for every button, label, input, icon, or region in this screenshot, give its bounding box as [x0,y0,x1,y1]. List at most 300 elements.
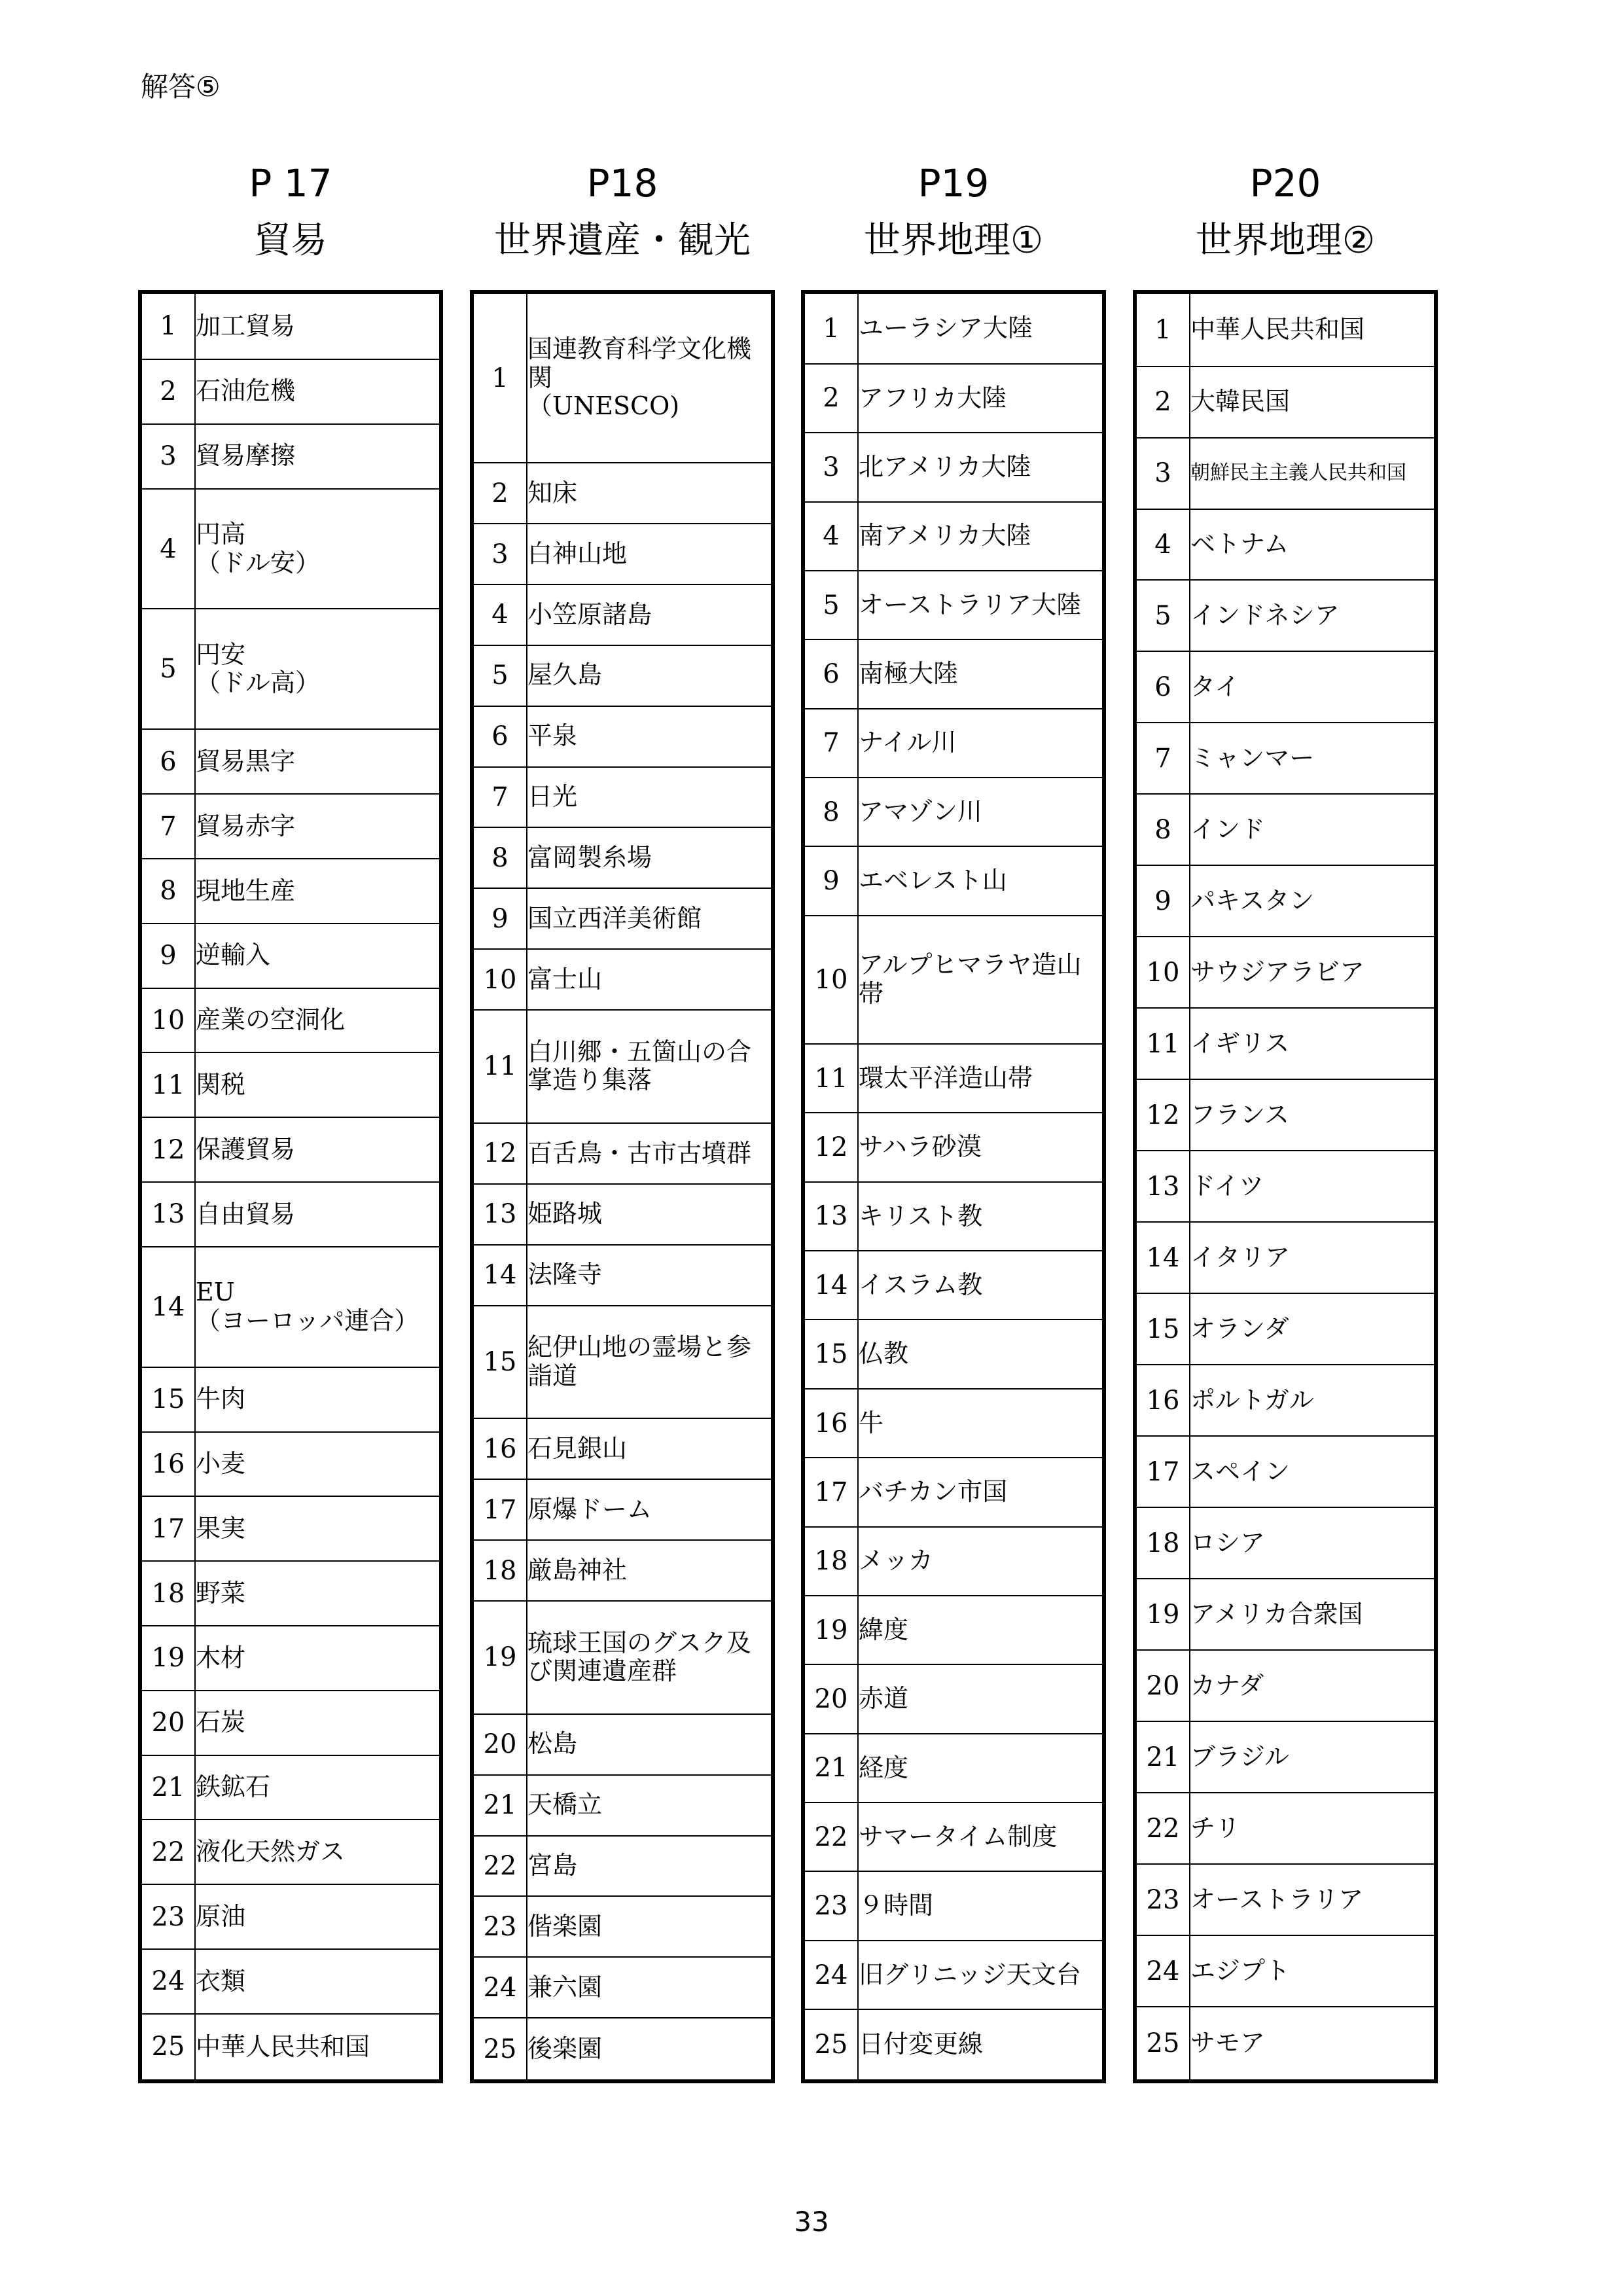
answer-number: 2 [140,359,195,424]
answer-number: 10 [140,988,195,1053]
table-row [1135,2007,1436,2081]
answer-number: 21 [803,1734,858,1803]
table-row [472,524,773,584]
section-page: P20 [1249,161,1321,206]
answer-text: イギリス [1190,1008,1436,1079]
table-row [803,1251,1104,1319]
answer-text: パキスタン [1190,865,1436,937]
answer-text: 法隆寺 [527,1245,773,1306]
answer-number: 18 [472,1540,527,1601]
table-row [803,1941,1104,2009]
answer-text: エジプト [1190,1935,1436,2007]
table-row [1135,794,1436,865]
table-row [472,1836,773,1897]
table-row [1135,1365,1436,1436]
table-row [1135,367,1436,438]
answer-text: 原爆ドーム [527,1479,773,1540]
table-row [140,609,441,729]
table-row [1135,1436,1436,1507]
table-row [140,1247,441,1367]
answer-text: スペイン [1190,1436,1436,1507]
table-row [472,292,773,463]
table-row [1135,1793,1436,1864]
answer-text: ミャンマー [1190,723,1436,794]
section-page: P19 [918,161,990,206]
answer-number: 18 [803,1527,858,1596]
answer-number: 22 [140,1820,195,1884]
answer-text: 国連教育科学文化機関 （UNESCO) [527,292,773,463]
table-row [803,1044,1104,1113]
section-p20 [1133,157,1438,2059]
answer-text: 貿易摩擦 [195,424,441,489]
table-row [1135,1079,1436,1151]
answer-number: 19 [140,1626,195,1691]
answer-text: 天橋立 [527,1775,773,1836]
answer-number: 23 [1135,1864,1190,1935]
table-row [1135,1721,1436,1793]
answer-number: 24 [1135,1935,1190,2007]
table-row [472,1418,773,1479]
section-title: 世界遺産・観光 [494,219,751,262]
answer-number: 12 [803,1113,858,1181]
table-row [472,827,773,888]
answer-text: サウジアラビア [1190,937,1436,1008]
table-row [140,2014,441,2081]
answer-text: 平泉 [527,706,773,767]
answer-number: 14 [472,1245,527,1306]
answer-number: 12 [472,1123,527,1184]
answer-text: 知床 [527,463,773,524]
table-row [803,1734,1104,1803]
table-row [472,463,773,524]
section-title: 世界地理② [1195,219,1376,262]
answer-number: 3 [472,524,527,584]
answer-text: アフリカ大陸 [858,364,1104,433]
answer-text: 加工貿易 [195,292,441,359]
answer-text: EU （ヨーロッパ連合） [195,1247,441,1367]
answer-text: 現地生産 [195,859,441,924]
answer-text: カナダ [1190,1650,1436,1721]
answer-text: 南アメリカ大陸 [858,502,1104,571]
table-row [1135,438,1436,509]
table-row [472,2018,773,2081]
answer-text: 緯度 [858,1596,1104,1664]
table-row [472,706,773,767]
answer-number: 1 [803,292,858,364]
answer-text: 姫路城 [527,1184,773,1245]
table-row [472,1540,773,1601]
answer-number: 11 [140,1052,195,1117]
answer-text: 中華人民共和国 [1190,292,1436,367]
table-row [140,1820,441,1884]
table-row [472,1479,773,1540]
answer-number: 25 [1135,2007,1190,2081]
answer-text: 琉球王国のグスク及 び関連遺産群 [527,1601,773,1714]
answer-number: 10 [1135,937,1190,1008]
answer-number: 9 [1135,865,1190,937]
table-row [803,2009,1104,2081]
answer-text: 仏教 [858,1319,1104,1388]
answer-text: バチカン市国 [858,1458,1104,1526]
table-row [803,846,1104,915]
answer-text: 木材 [195,1626,441,1691]
answer-number: 1 [1135,292,1190,367]
answer-text: アメリカ合衆国 [1190,1579,1436,1650]
answer-text: ナイル川 [858,709,1104,778]
table-row [803,571,1104,639]
table-row [1135,651,1436,723]
answer-number: 17 [803,1458,858,1526]
answer-number: 20 [803,1664,858,1733]
answer-text: ブラジル [1190,1721,1436,1793]
answer-table [470,290,775,2083]
answer-text: サハラ砂漠 [858,1113,1104,1181]
table-row [1135,1864,1436,1935]
answer-text: 富岡製糸場 [527,827,773,888]
table-row [1135,865,1436,937]
answer-number: 4 [472,584,527,645]
answer-number: 23 [140,1884,195,1949]
answer-text: 牛 [858,1389,1104,1458]
answer-number: 20 [140,1691,195,1755]
answer-number: 7 [803,709,858,778]
answer-number: 3 [140,424,195,489]
answer-text: 果実 [195,1496,441,1561]
answer-text: チリ [1190,1793,1436,1864]
table-row [1135,1935,1436,2007]
answer-text: 白神山地 [527,524,773,584]
answer-text: 小笠原諸島 [527,584,773,645]
table-row [140,1884,441,1949]
answer-text: 関税 [195,1052,441,1117]
table-row [803,1182,1104,1251]
answer-text: 自由貿易 [195,1182,441,1247]
answer-number: 21 [140,1755,195,1820]
answer-number: 20 [1135,1650,1190,1721]
answer-text: オーストラリア大陸 [858,571,1104,639]
table-row [1135,1008,1436,1079]
table-row [1135,1507,1436,1579]
answer-text: 原油 [195,1884,441,1949]
answer-text: ポルトガル [1190,1365,1436,1436]
table-row [1135,1579,1436,1650]
table-row [803,292,1104,364]
answer-text: オランダ [1190,1293,1436,1365]
answer-number: 13 [472,1184,527,1245]
table-row [803,502,1104,571]
answer-number: 21 [472,1775,527,1836]
answer-number: 7 [1135,723,1190,794]
section-title: 世界地理① [863,219,1044,262]
answer-text: アマゾン川 [858,778,1104,846]
section-p19 [801,157,1106,2060]
table-row [140,1117,441,1182]
table-row [472,1775,773,1836]
section-page: P 17 [249,161,332,206]
answer-number: 15 [140,1367,195,1432]
table-row [472,1245,773,1306]
answer-number: 22 [1135,1793,1190,1864]
answer-number: 15 [1135,1293,1190,1365]
answer-number: 16 [140,1432,195,1497]
answer-text: 貿易黒字 [195,729,441,794]
table-row [803,1527,1104,1596]
answer-text: 日付変更線 [858,2009,1104,2081]
answer-number: 2 [1135,367,1190,438]
table-row [1135,1151,1436,1222]
answer-text: 野菜 [195,1561,441,1626]
answer-text: 後楽園 [527,2018,773,2081]
table-row [472,584,773,645]
answer-text: 厳島神社 [527,1540,773,1601]
answer-text: ９時間 [858,1871,1104,1940]
table-row [140,489,441,609]
answer-text: イタリア [1190,1222,1436,1293]
table-row [140,292,441,359]
answer-text: 液化天然ガス [195,1820,441,1884]
answer-number: 8 [472,827,527,888]
answer-text: オーストラリア [1190,1864,1436,1935]
answer-number: 7 [472,767,527,828]
answer-text: 衣類 [195,1949,441,2014]
table-row [472,1714,773,1775]
answer-text: イスラム教 [858,1251,1104,1319]
section-p17 [138,157,443,2062]
answer-number: 16 [803,1389,858,1458]
table-row [140,1691,441,1755]
table-row [1135,580,1436,651]
answer-table [1133,290,1438,2083]
table-row [140,1949,441,2014]
answer-text: 保護貿易 [195,1117,441,1182]
answer-number: 4 [1135,509,1190,581]
answer-number: 24 [472,1957,527,2018]
answer-text: ユーラシア大陸 [858,292,1104,364]
answer-text: 偕楽園 [527,1896,773,1957]
answer-text: 逆輸入 [195,924,441,988]
table-row [1135,1293,1436,1365]
answer-number: 19 [472,1601,527,1714]
answer-number: 8 [140,859,195,924]
answer-number: 3 [803,433,858,501]
answer-number: 16 [472,1418,527,1479]
table-row [803,1113,1104,1181]
answer-number: 13 [1135,1151,1190,1222]
table-row [140,1367,441,1432]
answer-text: 環太平洋造山帯 [858,1044,1104,1113]
table-row [472,1957,773,2018]
table-row [803,709,1104,778]
answer-number: 1 [140,292,195,359]
answer-number: 13 [803,1182,858,1251]
answer-text: ロシア [1190,1507,1436,1579]
answer-text: 国立西洋美術館 [527,888,773,949]
table-row [472,1601,773,1714]
answer-text: フランス [1190,1079,1436,1151]
answer-text: 兼六園 [527,1957,773,2018]
answer-text: 百舌鳥・古市古墳群 [527,1123,773,1184]
table-row [803,1596,1104,1664]
answer-text: 北アメリカ大陸 [858,433,1104,501]
answer-text: 円安 （ドル高） [195,609,441,729]
answer-text: 円高 （ドル安） [195,489,441,609]
answer-number: 4 [803,502,858,571]
table-row [140,1561,441,1626]
answer-text: 鉄鉱石 [195,1755,441,1820]
answer-number: 5 [1135,580,1190,651]
table-row [1135,937,1436,1008]
answer-text: 石見銀山 [527,1418,773,1479]
answer-number: 10 [803,916,858,1044]
answer-text: エベレスト山 [858,846,1104,915]
table-row [1135,292,1436,367]
answer-number: 24 [140,1949,195,2014]
table-row [140,859,441,924]
answer-number: 1 [472,292,527,463]
table-row [140,1626,441,1691]
answer-number: 16 [1135,1365,1190,1436]
page-label: 解答⑤ [141,71,221,103]
answer-text: 牛肉 [195,1367,441,1432]
answer-number: 15 [472,1306,527,1419]
table-row [803,1389,1104,1458]
answer-number: 19 [1135,1579,1190,1650]
answer-number: 24 [803,1941,858,2009]
answer-number: 9 [803,846,858,915]
answer-number: 14 [803,1251,858,1319]
table-row [140,988,441,1053]
table-row [803,364,1104,433]
answer-text: 富士山 [527,949,773,1010]
answer-number: 21 [1135,1721,1190,1793]
answer-number: 5 [472,645,527,706]
answer-text: 旧グリニッジ天文台 [858,1941,1104,2009]
answer-number: 14 [1135,1222,1190,1293]
table-row [803,916,1104,1044]
answer-number: 19 [803,1596,858,1664]
answer-table [138,290,443,2083]
table-row [140,1496,441,1561]
answer-text: 中華人民共和国 [195,2014,441,2081]
section-p18 [470,157,775,2064]
table-row [472,1010,773,1123]
table-row [140,1755,441,1820]
answer-number: 8 [1135,794,1190,865]
answer-number: 11 [803,1044,858,1113]
answer-text: インド [1190,794,1436,865]
answer-text: サモア [1190,2007,1436,2081]
answer-number: 13 [140,1182,195,1247]
table-row [1135,1650,1436,1721]
answer-text: 小麦 [195,1432,441,1497]
table-row [472,888,773,949]
table-row [803,1458,1104,1526]
table-row [803,1871,1104,1940]
answer-text: 大韓民国 [1190,367,1436,438]
table-row [1135,1222,1436,1293]
table-row [803,1664,1104,1733]
answer-number: 4 [140,489,195,609]
answer-text: 白川郷・五箇山の合 掌造り集落 [527,1010,773,1123]
answer-text: 貿易赤字 [195,794,441,859]
answer-text: 紀伊山地の霊場と参 詣道 [527,1306,773,1419]
section-title: 貿易 [254,219,327,262]
answer-text: 経度 [858,1734,1104,1803]
answer-number: 6 [1135,651,1190,723]
table-row [1135,509,1436,581]
answer-number: 2 [472,463,527,524]
table-row [140,729,441,794]
answer-number: 11 [472,1010,527,1123]
answer-text: キリスト教 [858,1182,1104,1251]
answer-number: 11 [1135,1008,1190,1079]
answer-text: サマータイム制度 [858,1803,1104,1871]
table-row [803,1319,1104,1388]
answer-number: 8 [803,778,858,846]
answer-text: 赤道 [858,1664,1104,1733]
section-page: P18 [586,161,658,206]
answer-number: 25 [140,2014,195,2081]
answer-number: 5 [140,609,195,729]
table-row [803,1803,1104,1871]
table-row [472,1306,773,1419]
answer-number: 6 [140,729,195,794]
answer-number: 17 [140,1496,195,1561]
answer-text: 産業の空洞化 [195,988,441,1053]
table-row [803,639,1104,708]
table-row [140,359,441,424]
answer-number: 10 [472,949,527,1010]
answer-text: ドイツ [1190,1151,1436,1222]
table-row [472,767,773,828]
answer-text: インドネシア [1190,580,1436,651]
answer-number: 18 [1135,1507,1190,1579]
answer-number: 2 [803,364,858,433]
table-row [140,424,441,489]
answer-number: 12 [1135,1079,1190,1151]
answer-number: 20 [472,1714,527,1775]
answer-text: タイ [1190,651,1436,723]
answer-number: 22 [472,1836,527,1897]
answer-number: 9 [140,924,195,988]
answer-text: 宮島 [527,1836,773,1897]
answer-text: 石炭 [195,1691,441,1755]
answer-number: 25 [472,2018,527,2081]
table-row [140,1432,441,1497]
answer-number: 12 [140,1117,195,1182]
answer-text: アルプヒマラヤ造山帯 [858,916,1104,1044]
answer-number: 3 [1135,438,1190,509]
answer-text: 日光 [527,767,773,828]
page-number: 33 [794,2206,829,2238]
table-row [140,924,441,988]
answer-number: 6 [803,639,858,708]
answer-number: 17 [472,1479,527,1540]
answer-table [801,290,1106,2083]
answer-number: 17 [1135,1436,1190,1507]
answer-number: 5 [803,571,858,639]
answer-number: 23 [472,1896,527,1957]
table-row [472,1184,773,1245]
answer-number: 15 [803,1319,858,1388]
answer-number: 14 [140,1247,195,1367]
answer-text: 南極大陸 [858,639,1104,708]
answer-text: 石油危機 [195,359,441,424]
table-row [803,778,1104,846]
table-row [472,1123,773,1184]
answer-number: 23 [803,1871,858,1940]
table-row [140,1052,441,1117]
